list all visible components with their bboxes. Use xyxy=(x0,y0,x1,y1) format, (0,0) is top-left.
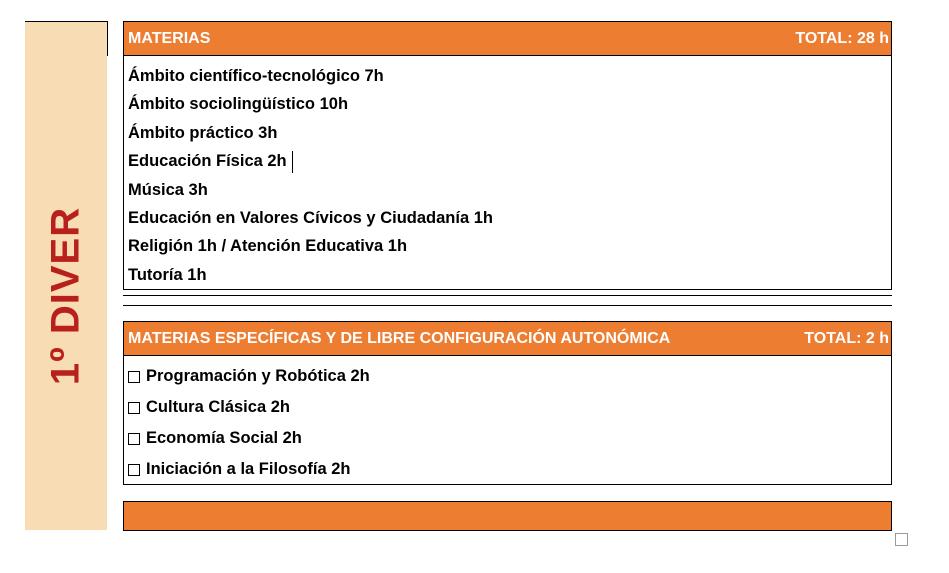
option-item[interactable]: Iniciación a la Filosofía 2h xyxy=(128,454,891,485)
checkbox[interactable] xyxy=(128,402,140,414)
separator-line xyxy=(123,295,892,296)
subject-item[interactable]: Educación Física 2h xyxy=(128,147,891,175)
bottom-orange-bar xyxy=(123,501,892,531)
checkbox[interactable] xyxy=(128,433,140,445)
subject-item[interactable]: Ámbito científico-tecnológico 7h xyxy=(128,67,384,85)
materias-header-total: TOTAL: 28 h xyxy=(795,29,889,47)
subject-item[interactable]: Ámbito sociolingüístico 10h xyxy=(128,95,349,114)
course-label: 1º DIVER xyxy=(43,206,88,386)
resize-handle[interactable] xyxy=(895,533,908,546)
separator-line xyxy=(123,305,892,306)
checkbox[interactable] xyxy=(128,371,140,383)
option-item[interactable]: Economía Social 2h xyxy=(128,423,891,454)
sidebar-right-border xyxy=(107,21,108,56)
especificas-table xyxy=(123,321,892,485)
option-item[interactable]: Programación y Robótica 2h xyxy=(128,361,891,392)
checkbox[interactable] xyxy=(128,464,140,476)
subject-item[interactable]: Tutoría 1h xyxy=(128,265,207,284)
materias-header-title: MATERIAS xyxy=(128,29,211,47)
subject-item[interactable]: Ámbito práctico 3h xyxy=(128,123,278,142)
especificas-header xyxy=(124,322,891,356)
materias-list xyxy=(124,56,891,289)
subject-item[interactable]: Religión 1h / Atención Educativa 1h xyxy=(128,237,408,256)
text-cursor xyxy=(292,151,293,173)
materias-header xyxy=(124,22,891,56)
especificas-header-title: MATERIAS ESPECÍFICAS Y DE LIBRE CONFIGURACIÓN AUTONÓMICA xyxy=(128,329,671,347)
subject-item[interactable]: Educación en Valores Cívicos y Ciudadanía 1h xyxy=(128,208,493,227)
option-item[interactable]: Cultura Clásica 2h xyxy=(128,392,891,423)
especificas-header-total: TOTAL: 2 h xyxy=(804,329,889,347)
sidebar-top-border xyxy=(25,21,107,22)
subject-item[interactable]: Música 3h xyxy=(128,180,208,199)
especificas-options xyxy=(124,356,891,485)
materias-table xyxy=(123,21,892,290)
course-sidebar xyxy=(25,21,107,530)
